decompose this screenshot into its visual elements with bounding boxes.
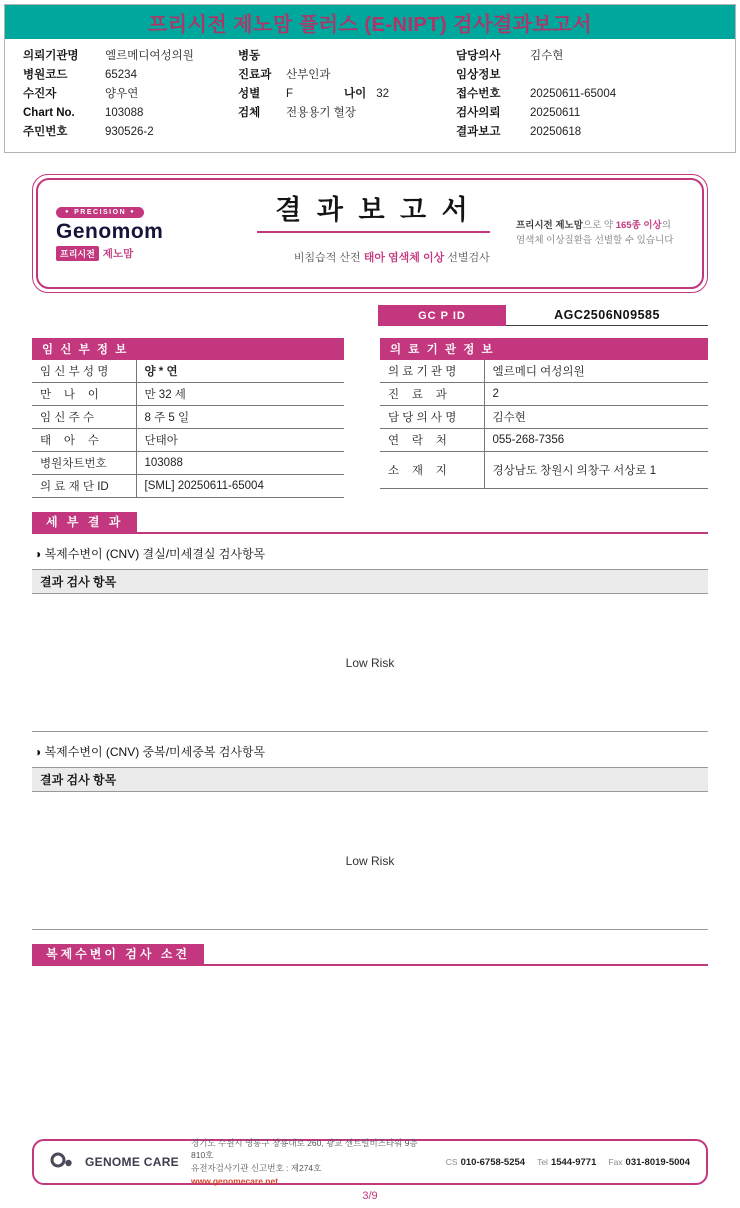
- row-value: 단태아: [136, 429, 344, 452]
- gcpid-value: AGC2506N09585: [506, 305, 708, 326]
- row-label: 임 신 부 성 명: [32, 360, 136, 383]
- report-title-area: [231, 188, 516, 279]
- field-value: 전용용기 혈장: [286, 107, 356, 119]
- patient-row: [456, 66, 719, 85]
- patient-row: [456, 123, 719, 142]
- field-value: 20250618: [530, 126, 582, 138]
- field-label: Chart No.: [23, 107, 75, 119]
- row-value: [SML] 20250611-65004: [136, 475, 344, 498]
- patient-row: [456, 85, 719, 104]
- result-header-bar: 결과 검사 항목: [32, 767, 708, 792]
- patient-row: [238, 66, 456, 85]
- genomom-wordmark: Genomom: [56, 219, 164, 243]
- row-label: 병원차트번호: [32, 452, 136, 475]
- note-line2: 염색체 이상질환을 선별할 수 있습니다: [516, 234, 674, 246]
- contact-fax: [608, 1157, 690, 1168]
- report-header-box: [32, 174, 708, 293]
- patient-header-block: [4, 4, 736, 153]
- field-value: 양우연: [105, 88, 139, 100]
- cnv-duplication-title: ◑ 복제수변이 (CNV) 중복/미세중복 검사항목: [34, 745, 266, 759]
- footer-contacts: [446, 1157, 690, 1168]
- row-value: 양 * 연: [136, 360, 344, 383]
- cnv-deletion-title: ◑ 복제수변이 (CNV) 결실/미세결실 검사항목: [34, 547, 266, 561]
- contact-label: Fax: [608, 1156, 623, 1167]
- patient-row: [23, 104, 238, 123]
- patient-row: [238, 47, 456, 66]
- patient-row: [23, 123, 238, 142]
- cnv-duplication-result: Low Risk: [32, 792, 708, 930]
- cnv-deletion-result: Low Risk: [32, 594, 708, 732]
- precision-badge: [56, 207, 144, 218]
- field-label: 주민번호: [23, 126, 68, 138]
- address-line2: 유전자검사기관 신고번호 : 제274호: [190, 1163, 322, 1173]
- field-value: 65234: [105, 69, 137, 81]
- field-label: 접수번호: [456, 88, 501, 100]
- report-page: [32, 174, 708, 1202]
- patient-row: [23, 85, 238, 104]
- field-value: 930526-2: [105, 126, 154, 138]
- contact-label: CS: [445, 1156, 458, 1167]
- field-value: 20250611-65004: [530, 88, 617, 100]
- patient-row: [456, 47, 719, 66]
- patient-row: [23, 47, 238, 66]
- genomom-logo: [56, 207, 231, 261]
- report-header-inner: [36, 178, 704, 289]
- note-tail: 의: [661, 219, 671, 231]
- table-row: [32, 406, 344, 429]
- gcpid-row: [32, 305, 708, 326]
- field-value: 엘르메디여성의원: [105, 50, 194, 62]
- report-subtitle: [257, 237, 490, 277]
- field-label: 나이: [344, 88, 367, 100]
- row-label: 만 나 이: [32, 383, 136, 406]
- field-label: 결과보고: [456, 126, 501, 138]
- opinion-section-header: [32, 944, 708, 966]
- clinic-info-table: [380, 338, 708, 498]
- footer-box: [32, 1139, 708, 1185]
- subbrand-badge: 프리시전: [56, 246, 99, 261]
- info-tables: [32, 338, 708, 498]
- address-line1: 경기도 수원시 영통구 창룡대로 260, 광교 센트럴비즈타워 9층 810호: [190, 1137, 418, 1161]
- row-label: 임 신 주 수: [32, 406, 136, 429]
- table-row: [380, 406, 708, 429]
- blank-area: [32, 966, 708, 1139]
- precision-dot-icon: ●: [65, 209, 71, 215]
- row-label: 의 료 재 단 ID: [32, 475, 136, 498]
- patient-info-col1: [23, 47, 238, 142]
- report-title-bar: [5, 5, 735, 39]
- row-label: 담 당 의 사 명: [380, 406, 484, 429]
- patient-row: [238, 104, 456, 123]
- patient-row: [238, 85, 456, 104]
- field-value: 103088: [105, 107, 144, 119]
- field-value: 32: [376, 88, 390, 100]
- field-label: 병원코드: [23, 69, 68, 81]
- document-title: 프리시전 제노맘 플러스 (E-NIPT) 검사결과보고서: [147, 13, 593, 36]
- table-row: [32, 360, 344, 383]
- row-value: 엘르메디 여성의원: [484, 360, 708, 383]
- row-value: 김수현: [484, 406, 708, 429]
- genome-care-logo-icon: [50, 1151, 80, 1174]
- table-row: [32, 452, 344, 475]
- contact-label: Tel: [537, 1156, 548, 1167]
- field-label: 담당의사: [456, 50, 501, 62]
- row-value: 경상남도 창원시 의창구 서상로 1: [484, 452, 708, 489]
- field-label: 임상정보: [456, 69, 501, 81]
- row-label: 소 재 지: [380, 452, 484, 489]
- row-value: 8 주 5 일: [136, 406, 344, 429]
- clinic-table-title: 의 료 기 관 정 보: [380, 338, 708, 360]
- gcpid-label: GC P ID: [378, 305, 506, 326]
- header-note: [516, 219, 684, 248]
- field-label: 병동: [238, 50, 261, 62]
- row-value: 만 32 세: [136, 383, 344, 406]
- subtitle-suffix: 선별검사: [444, 252, 490, 264]
- contact-value: 010-6758-5254: [460, 1156, 526, 1168]
- row-label: 연 락 처: [380, 429, 484, 452]
- report-title: 결 과 보 고 서: [275, 195, 472, 225]
- mother-info-table: [32, 338, 344, 498]
- row-label: 태 아 수: [32, 429, 136, 452]
- contact-cs: [446, 1157, 525, 1168]
- genomom-subbrand: [56, 246, 133, 261]
- genome-care-wordmark: GENOME CARE: [85, 1155, 179, 1169]
- row-label: 진 료 과: [380, 383, 484, 406]
- patient-row: [456, 104, 719, 123]
- field-label: 성별: [238, 88, 261, 100]
- field-label: 검체: [238, 107, 261, 119]
- table-row: [380, 429, 708, 452]
- note-mid: 으로 약: [582, 219, 616, 231]
- mother-table-title: 임 신 부 정 보: [32, 338, 344, 360]
- field-label: 검사의뢰: [456, 107, 501, 119]
- table-row: [380, 360, 708, 383]
- row-value: 2: [484, 383, 708, 406]
- table-row: [32, 383, 344, 406]
- subtitle-prefix: 비침습적 산전: [293, 252, 364, 264]
- field-value: 김수현: [530, 50, 564, 62]
- gcpid-field: [378, 305, 708, 326]
- detail-section-header: [32, 512, 708, 534]
- note-highlight: 165종 이상: [615, 219, 662, 231]
- footer-address: [191, 1137, 434, 1188]
- row-label: 의 료 기 관 명: [380, 360, 484, 383]
- result-header-bar: 결과 검사 항목: [32, 569, 708, 594]
- opinion-section-title: 복제수변이 검사 소견: [32, 944, 204, 964]
- field-value: 20250611: [530, 107, 581, 119]
- subbrand-name: 제노맘: [102, 247, 134, 260]
- row-value: 103088: [136, 452, 344, 475]
- page-number: 3/9: [362, 1190, 378, 1202]
- website-text: www.genomecare.net: [190, 1175, 279, 1186]
- title-divider: [257, 231, 490, 233]
- table-row: [32, 475, 344, 498]
- contact-value: 031-8019-5004: [625, 1156, 690, 1168]
- detail-section-title: 세 부 결 과: [32, 512, 137, 532]
- patient-info-col2: [238, 47, 456, 142]
- note-brand: 프리시전 제노맘: [516, 219, 583, 231]
- patient-info-col3: [456, 47, 719, 142]
- field-value: F: [286, 88, 294, 100]
- table-row: [32, 429, 344, 452]
- patient-info-grid: [5, 39, 735, 152]
- field-label: 수진자: [23, 88, 57, 100]
- subtitle-highlight: 태아 염색체 이상: [363, 252, 445, 264]
- precision-label: PRECISION: [74, 208, 127, 216]
- field-label: 진료과: [238, 69, 272, 81]
- field-value: 산부인과: [286, 69, 331, 81]
- genome-care-logo: [50, 1151, 179, 1174]
- precision-dot-icon: ●: [130, 209, 136, 215]
- table-row: [380, 383, 708, 406]
- contact-value: 1544-9771: [550, 1156, 597, 1168]
- patient-row: [23, 66, 238, 85]
- table-row: [380, 452, 708, 489]
- row-value: 055-268-7356: [484, 429, 708, 452]
- field-label: 의뢰기관명: [23, 50, 79, 62]
- contact-tel: [537, 1157, 596, 1168]
